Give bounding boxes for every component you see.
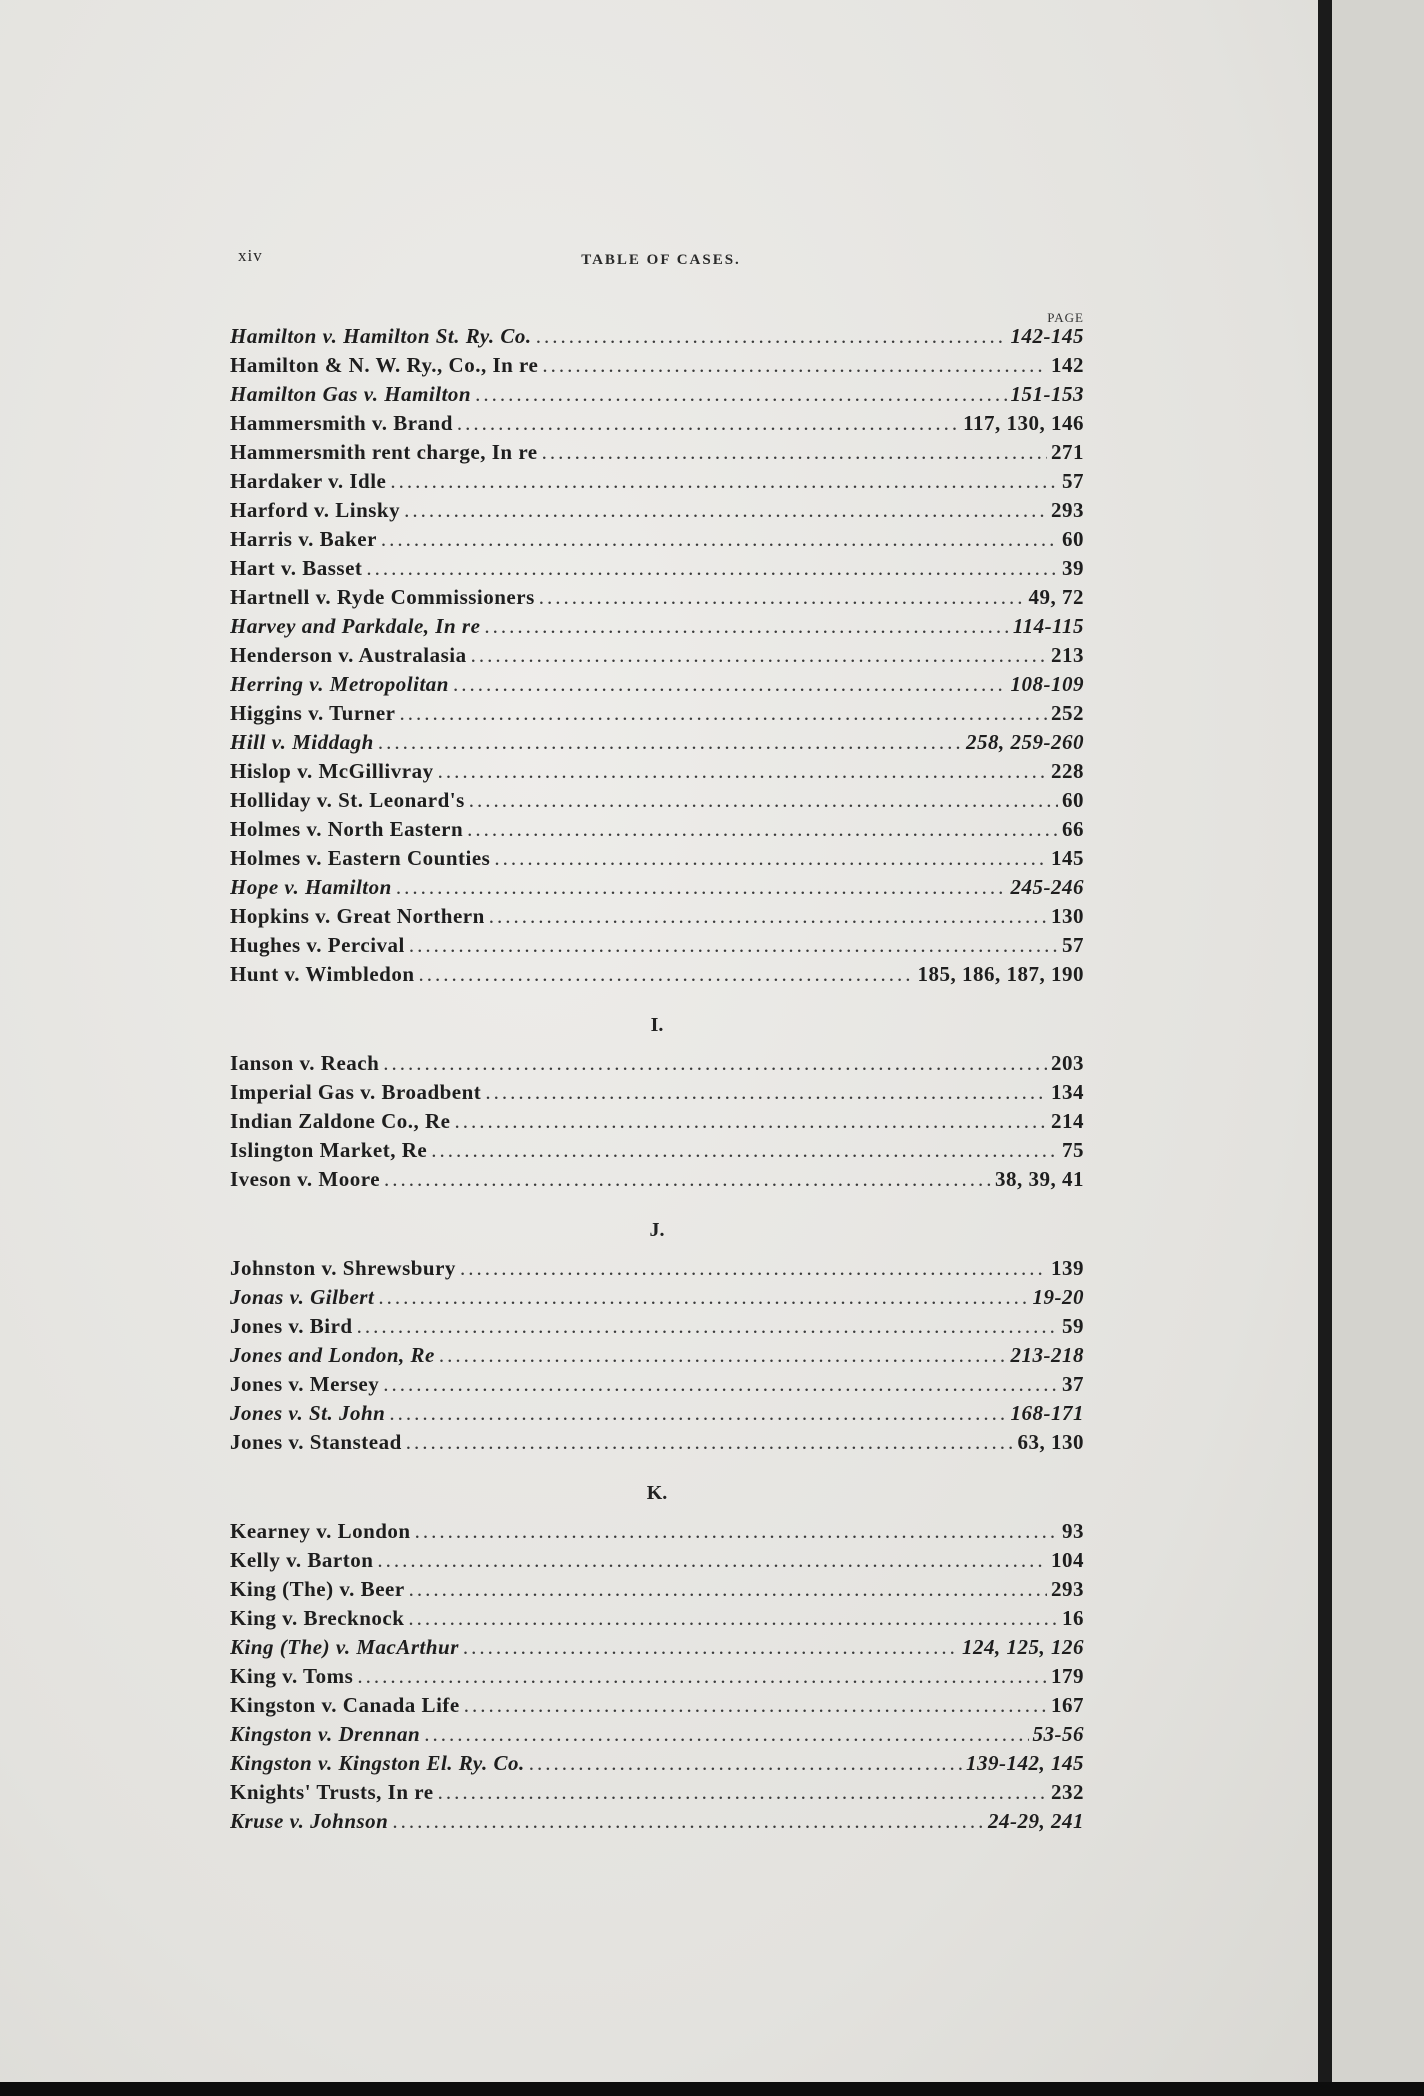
case-name: Hope v. Hamilton: [230, 875, 392, 899]
case-page-ref: 258, 259-260: [966, 730, 1084, 754]
case-name: Holmes v. North Eastern: [230, 817, 464, 841]
case-page-ref: 293: [1051, 1577, 1084, 1601]
case-page-ref: 60: [1062, 527, 1084, 551]
section-letter: I.: [650, 1014, 664, 1036]
dot-leader: [542, 438, 1047, 467]
case-name: Hammersmith v. Brand: [230, 411, 453, 435]
case-page-ref: 16: [1062, 1606, 1084, 1630]
case-entry: [230, 438, 1084, 467]
case-name: King v. Brecknock: [230, 1606, 405, 1630]
dot-leader: [464, 1691, 1047, 1720]
dot-leader: [383, 1370, 1058, 1399]
case-page-ref: 168-171: [1010, 1401, 1084, 1425]
case-page-ref: 142: [1051, 353, 1084, 377]
case-page-ref: 114-115: [1012, 614, 1084, 638]
case-entry: [230, 844, 1084, 873]
case-page-ref: 203: [1051, 1051, 1084, 1075]
dot-leader: [381, 525, 1058, 554]
dot-leader: [463, 1633, 958, 1662]
case-entry: [230, 583, 1084, 612]
case-page-ref: 214: [1051, 1109, 1084, 1133]
case-page-ref: 293: [1051, 498, 1084, 522]
dot-leader: [471, 641, 1047, 670]
case-entry: [230, 554, 1084, 583]
dot-leader: [377, 1546, 1047, 1575]
case-entry: [230, 931, 1084, 960]
case-entry: [230, 1078, 1084, 1107]
case-page-ref: 49, 72: [1028, 585, 1084, 609]
case-entry: [230, 1428, 1084, 1457]
case-page-ref: 252: [1051, 701, 1084, 725]
dot-leader: [489, 902, 1047, 931]
case-name: Hamilton v. Hamilton St. Ry. Co.: [230, 324, 532, 348]
case-page-ref: 57: [1062, 469, 1084, 493]
case-name: Hammersmith rent charge, In re: [230, 440, 538, 464]
case-name: Hill v. Middagh: [230, 730, 374, 754]
case-entry: [230, 467, 1084, 496]
dot-leader: [378, 728, 962, 757]
dot-leader: [408, 1604, 1058, 1633]
dot-leader: [389, 1399, 1006, 1428]
dot-leader: [392, 1807, 984, 1836]
dot-leader: [439, 1341, 1007, 1370]
case-entry: [230, 1399, 1084, 1428]
case-entry: [230, 1778, 1084, 1807]
case-entry: [230, 728, 1084, 757]
case-entry: [230, 1604, 1084, 1633]
case-page-ref: 104: [1051, 1548, 1084, 1572]
case-page-ref: 59: [1062, 1314, 1084, 1338]
case-entry: [230, 1691, 1084, 1720]
case-page-ref: 185, 186, 187, 190: [917, 962, 1084, 986]
case-page-ref: 60: [1062, 788, 1084, 812]
dot-leader: [457, 409, 959, 438]
case-name: Kingston v. Drennan: [230, 1722, 421, 1746]
case-name: Herring v. Metropolitan: [230, 672, 449, 696]
case-entry: [230, 815, 1084, 844]
dot-leader: [384, 1165, 991, 1194]
case-entry: [230, 351, 1084, 380]
page-header: [238, 246, 1084, 274]
case-name: Kearney v. London: [230, 1519, 411, 1543]
dot-leader: [529, 1749, 962, 1778]
section-letter: K.: [646, 1482, 668, 1504]
case-name: Jones v. Mersey: [230, 1372, 380, 1396]
case-name: King (The) v. Beer: [230, 1577, 405, 1601]
case-page-ref: 38, 39, 41: [995, 1167, 1084, 1191]
case-name: Holliday v. St. Leonard's: [230, 788, 465, 812]
case-entry: [230, 1136, 1084, 1165]
case-entry: [230, 670, 1084, 699]
case-page-ref: 66: [1062, 817, 1084, 841]
case-entry: [230, 902, 1084, 931]
case-entry: [230, 786, 1084, 815]
dot-leader: [438, 757, 1047, 786]
case-page-ref: 19-20: [1032, 1285, 1084, 1309]
page-folio: xiv: [238, 246, 263, 265]
case-page-ref: 213-218: [1010, 1343, 1084, 1367]
case-page-ref: 130: [1051, 904, 1084, 928]
case-entry: [230, 1254, 1084, 1283]
case-entry: [230, 380, 1084, 409]
dot-leader: [454, 1107, 1047, 1136]
running-title: TABLE OF CASES.: [581, 252, 741, 268]
case-name: Jones v. Stanstead: [230, 1430, 402, 1454]
case-name: Hunt v. Wimbledon: [230, 962, 415, 986]
case-page-ref: 93: [1062, 1519, 1084, 1543]
dot-leader: [424, 1720, 1028, 1749]
case-name: Holmes v. Eastern Counties: [230, 846, 491, 870]
dot-leader: [453, 670, 1007, 699]
case-entry: [230, 1341, 1084, 1370]
dot-leader: [460, 1254, 1047, 1283]
case-entry: [230, 873, 1084, 902]
case-name: Kruse v. Johnson: [230, 1809, 389, 1833]
case-entry: [230, 1370, 1084, 1399]
case-page-ref: 179: [1051, 1664, 1084, 1688]
case-entry: [230, 1633, 1084, 1662]
case-entry: [230, 409, 1084, 438]
case-entry: [230, 1312, 1084, 1341]
case-name: Islington Market, Re: [230, 1138, 428, 1162]
dot-leader: [539, 583, 1025, 612]
case-entry: [230, 1049, 1084, 1078]
case-name: Iveson v. Moore: [230, 1167, 381, 1191]
dot-leader: [357, 1662, 1047, 1691]
case-entry: [230, 641, 1084, 670]
case-name: Hamilton & N. W. Ry., Co., In re: [230, 353, 539, 377]
facing-page-edge: [1332, 0, 1424, 2082]
case-name: Hart v. Basset: [230, 556, 363, 580]
case-name: Kingston v. Canada Life: [230, 1693, 460, 1717]
case-page-ref: 139-142, 145: [966, 1751, 1084, 1775]
case-entry: [230, 525, 1084, 554]
case-name: Henderson v. Australasia: [230, 643, 467, 667]
case-page-ref: 117, 130, 146: [963, 411, 1084, 435]
case-page-ref: 232: [1051, 1780, 1084, 1804]
table-of-cases: [230, 322, 1084, 1836]
dot-leader: [469, 786, 1058, 815]
scan-border: [0, 2082, 1424, 2096]
dot-leader: [494, 844, 1047, 873]
case-entry: [230, 757, 1084, 786]
case-entry: [230, 1749, 1084, 1778]
case-entry: [230, 1575, 1084, 1604]
dot-leader: [484, 612, 1008, 641]
case-name: Jonas v. Gilbert: [230, 1285, 375, 1309]
section-letter: J.: [649, 1219, 665, 1241]
case-name: Higgins v. Turner: [230, 701, 396, 725]
case-page-ref: 24-29, 241: [988, 1809, 1084, 1833]
case-page-ref: 245-246: [1010, 875, 1084, 899]
case-page-ref: 37: [1062, 1372, 1084, 1396]
dot-leader: [431, 1136, 1058, 1165]
dot-leader: [383, 1049, 1047, 1078]
case-name: Hamilton Gas v. Hamilton: [230, 382, 472, 406]
case-page-ref: 142-145: [1010, 324, 1084, 348]
case-entry: [230, 496, 1084, 525]
case-name: Kelly v. Barton: [230, 1548, 374, 1572]
dot-leader: [415, 1517, 1058, 1546]
case-page-ref: 39: [1062, 556, 1084, 580]
case-name: Jones v. Bird: [230, 1314, 353, 1338]
case-page-ref: 108-109: [1010, 672, 1084, 696]
case-name: Harris v. Baker: [230, 527, 377, 551]
case-name: Knights' Trusts, In re: [230, 1780, 434, 1804]
case-page-ref: 228: [1051, 759, 1084, 783]
case-entry: [230, 1165, 1084, 1194]
case-name: Hopkins v. Great Northern: [230, 904, 485, 928]
case-name: Hardaker v. Idle: [230, 469, 387, 493]
case-page-ref: 139: [1051, 1256, 1084, 1280]
dot-leader: [378, 1283, 1028, 1312]
case-name: Jones and London, Re: [230, 1343, 435, 1367]
case-entry: [230, 699, 1084, 728]
dot-leader: [438, 1778, 1047, 1807]
dot-leader: [475, 380, 1006, 409]
case-name: Jones v. St. John: [230, 1401, 386, 1425]
case-name: Kingston v. Kingston El. Ry. Co.: [230, 1751, 525, 1775]
case-name: Hughes v. Percival: [230, 933, 405, 957]
case-entry: [230, 1546, 1084, 1575]
dot-leader: [390, 467, 1058, 496]
dot-leader: [396, 873, 1007, 902]
dot-leader: [542, 351, 1047, 380]
case-page-ref: 53-56: [1032, 1722, 1084, 1746]
case-entry: [230, 612, 1084, 641]
case-page-ref: 145: [1051, 846, 1084, 870]
dot-leader: [404, 496, 1047, 525]
case-page-ref: 213: [1051, 643, 1084, 667]
dot-leader: [467, 815, 1058, 844]
case-page-ref: 57: [1062, 933, 1084, 957]
case-entry: [230, 960, 1084, 989]
dot-leader: [485, 1078, 1047, 1107]
case-name: Johnston v. Shrewsbury: [230, 1256, 456, 1280]
dot-leader: [399, 699, 1047, 728]
dot-leader: [357, 1312, 1058, 1341]
case-name: Hartnell v. Ryde Commissioners: [230, 585, 535, 609]
case-entry: [230, 322, 1084, 351]
dot-leader: [536, 322, 1007, 351]
case-page-ref: 151-153: [1010, 382, 1084, 406]
book-gutter: [1318, 0, 1332, 2082]
case-name: King v. Toms: [230, 1664, 354, 1688]
case-entry: [230, 1517, 1084, 1546]
case-name: Hislop v. McGillivray: [230, 759, 434, 783]
case-page-ref: 271: [1051, 440, 1084, 464]
case-entry: [230, 1107, 1084, 1136]
case-page-ref: 63, 130: [1017, 1430, 1084, 1454]
case-name: King (The) v. MacArthur: [230, 1635, 459, 1659]
case-name: Harvey and Parkdale, In re: [230, 614, 481, 638]
dot-leader: [409, 931, 1058, 960]
case-entry: [230, 1283, 1084, 1312]
case-name: Indian Zaldone Co., Re: [230, 1109, 451, 1133]
dot-leader: [406, 1428, 1014, 1457]
case-name: Harford v. Linsky: [230, 498, 401, 522]
case-entry: [230, 1662, 1084, 1691]
case-name: Imperial Gas v. Broadbent: [230, 1080, 482, 1104]
case-entry: [230, 1807, 1084, 1836]
case-entry: [230, 1720, 1084, 1749]
dot-leader: [419, 960, 914, 989]
case-page-ref: 75: [1062, 1138, 1084, 1162]
dot-leader: [366, 554, 1058, 583]
case-name: Ianson v. Reach: [230, 1051, 380, 1075]
case-page-ref: 167: [1051, 1693, 1084, 1717]
dot-leader: [409, 1575, 1047, 1604]
case-page-ref: 124, 125, 126: [962, 1635, 1084, 1659]
page-column-label: PAGE: [1047, 310, 1084, 325]
case-page-ref: 134: [1051, 1080, 1084, 1104]
